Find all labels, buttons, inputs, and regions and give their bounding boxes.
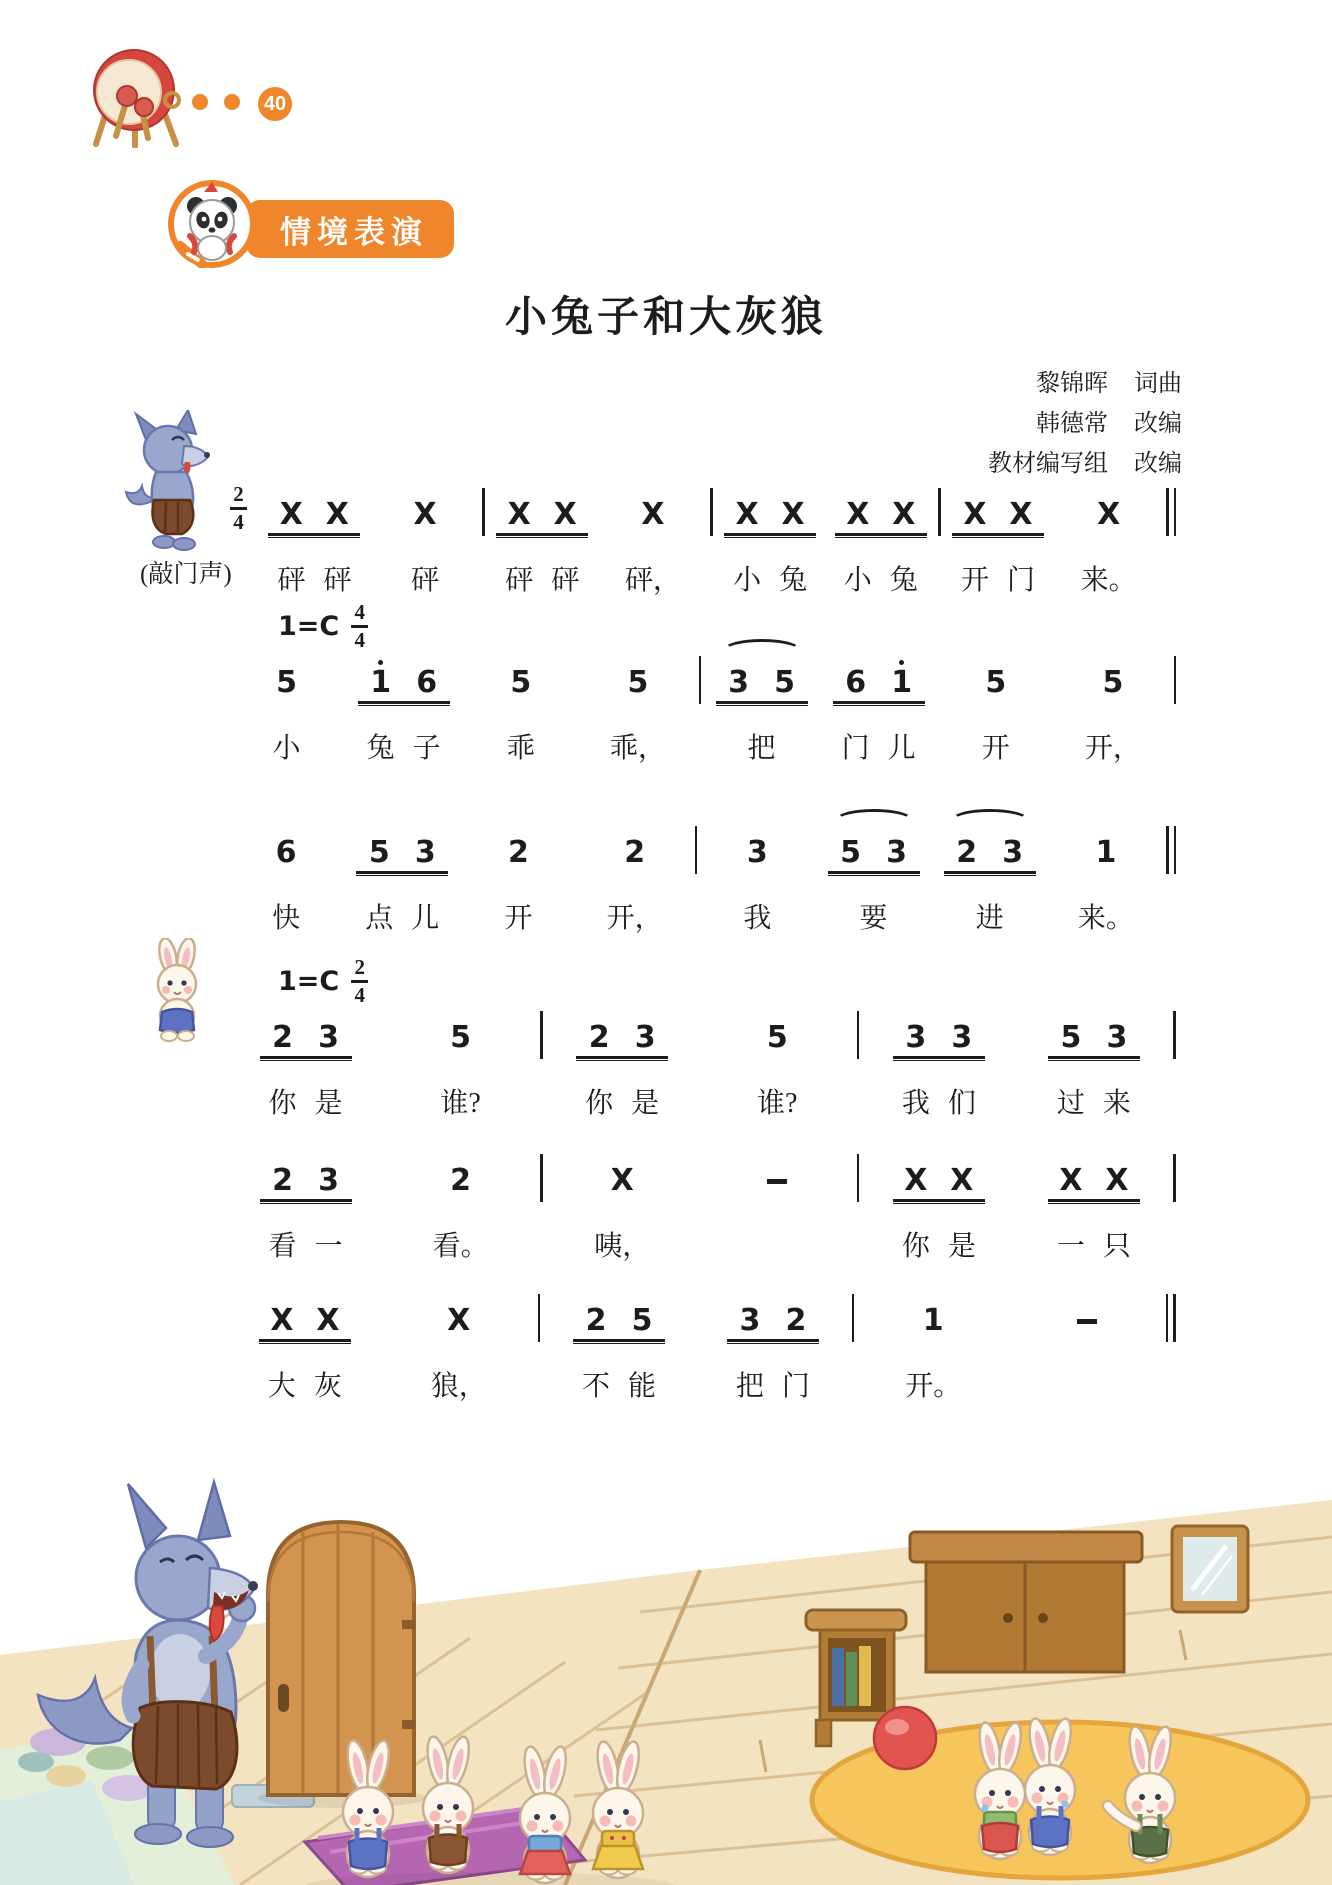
score-line: 2 3 你 是 5 谁? 2 3 你 是 5 谁? 3 3 我 们 5 3 过 来	[228, 1003, 1178, 1121]
credit-row	[988, 444, 1182, 484]
credit-name: 教材编写组	[988, 451, 1108, 477]
score-line: 6 快 5 3 点 儿 2 开 2 开， 3 我 5 3 要 2 3 进 1 来。	[228, 818, 1178, 936]
rabbit-icon	[140, 938, 212, 1042]
score-line: X X 大 灰 X 狼， 2 5 不 能 3 2 把 门 1 开。	[228, 1286, 1178, 1404]
credit-name: 黎锦晖	[1036, 371, 1108, 397]
page-number-badge	[258, 87, 292, 121]
ball	[874, 1707, 936, 1769]
credit-role: 改编	[1134, 451, 1182, 477]
credit-row	[1036, 404, 1182, 444]
credit-role: 词曲	[1134, 371, 1182, 397]
credit-row	[1036, 364, 1182, 404]
drum-icon	[86, 44, 186, 148]
score-line: 5 小 1 6 兔 子 5 乖 5 乖， 3 5 把 6 1 门 儿 5 开 5 开，	[228, 648, 1178, 766]
mirror	[1172, 1526, 1248, 1612]
panda-icon	[168, 180, 256, 268]
section-badge-label: 情境表演	[280, 214, 428, 251]
cabinet	[910, 1532, 1142, 1672]
decor-dot	[192, 94, 208, 110]
wolf-icon	[116, 410, 228, 552]
scene-illustration	[0, 1440, 1332, 1885]
credits-block	[988, 364, 1182, 484]
page-title: 小兔子和大灰狼	[504, 295, 827, 342]
page-number: 40	[263, 92, 287, 115]
decor-dot	[224, 94, 240, 110]
score-line: $\frac{2}{4}$ (敲门声) X X 砰 砰 X 砰 X X 砰 砰 X 砰， X X 小 兔 X X 小 兔 X X 开 门 X 来。	[228, 480, 1178, 598]
key-signature: 1=C $\frac{4}{4}$	[278, 602, 368, 651]
key-signature: 1=C $\frac{2}{4}$	[278, 957, 368, 1006]
score-line: 2 3 看 一 2 看。 X 咦， X X 你 是 X X 一 只	[228, 1146, 1178, 1264]
credit-role: 改编	[1134, 411, 1182, 437]
section-badge	[246, 200, 454, 258]
door-illustration	[258, 1522, 426, 1808]
credit-name: 韩德常	[1036, 411, 1108, 437]
